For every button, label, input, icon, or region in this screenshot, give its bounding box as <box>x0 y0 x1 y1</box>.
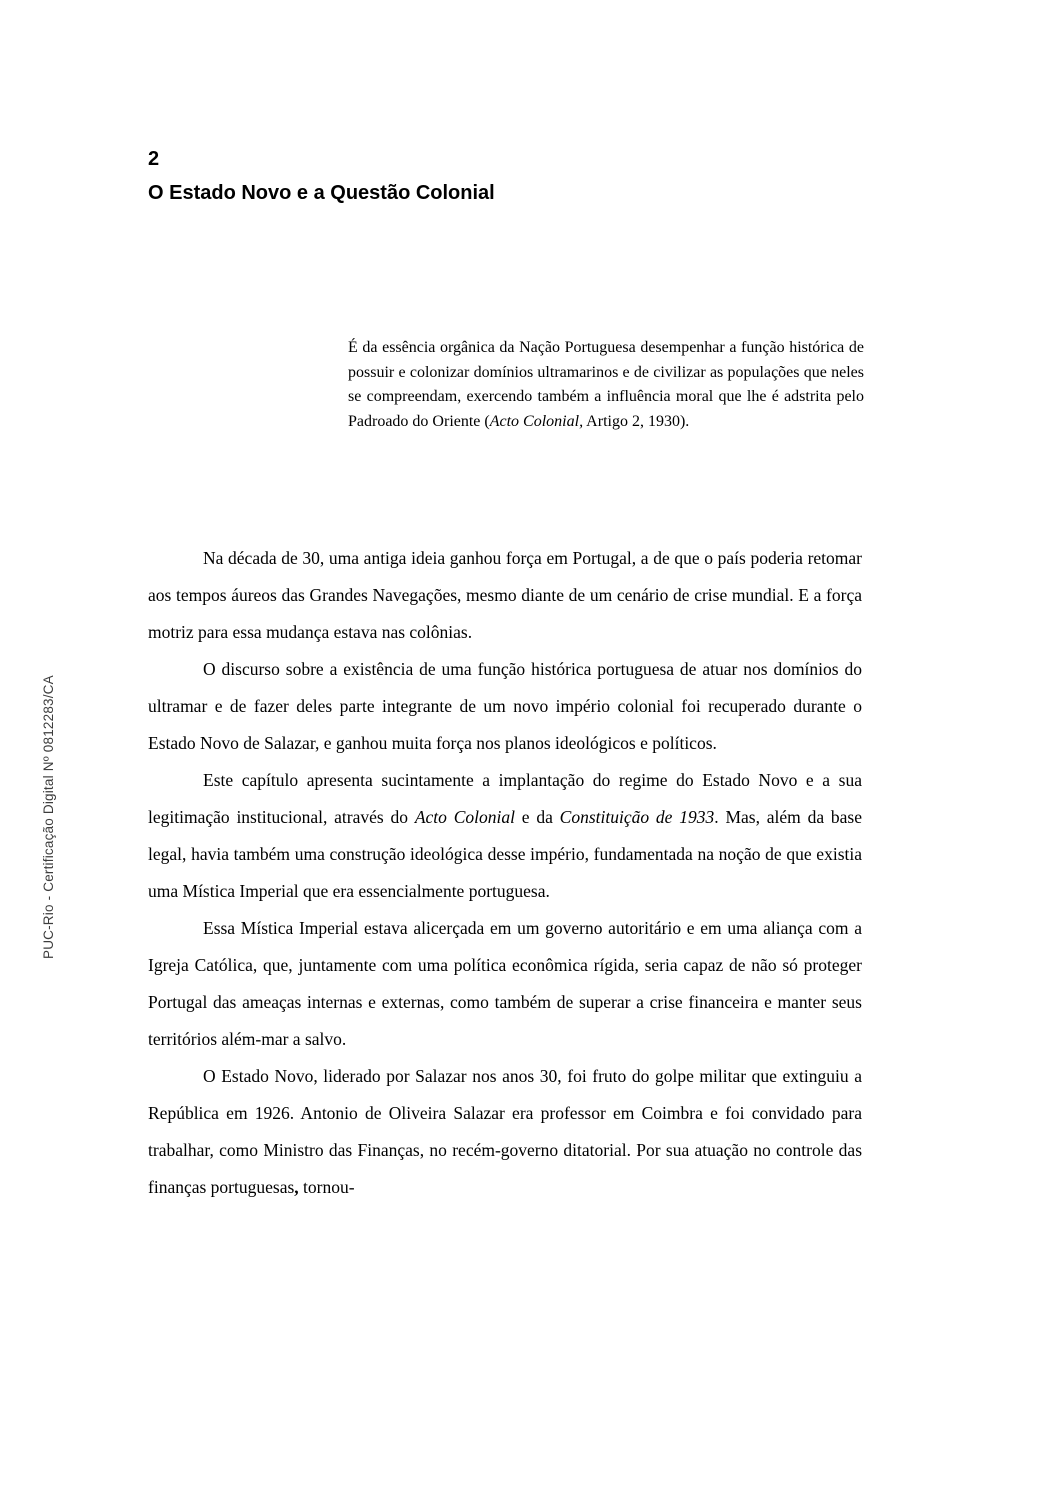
epigraph-quote <box>348 336 864 434</box>
certification-watermark: PUC-Rio - Certificação Digital Nº 0812283/CA <box>41 675 56 959</box>
body-paragraph <box>148 1058 862 1206</box>
body-paragraph <box>148 762 862 910</box>
italic-text-run: Acto Colonial, <box>489 412 584 430</box>
text-run: O discurso sobre a existência de uma função histórica portuguesa de atuar nos domínios do ultramar e de fazer deles parte integrante de um novo império colonial foi recuperado durante o Estado Novo de Salazar, e ganhou muita força nos planos ideológicos e políticos. <box>148 659 862 753</box>
text-run: Artigo 2, 1930). <box>583 412 690 430</box>
chapter-heading <box>148 142 495 210</box>
text-run: O Estado Novo, liderado por Salazar nos anos 30, foi fruto do golpe militar que extinguiu a República em 1926. Antonio de Oliveira Salazar era professor em Coimbra e foi convidado para trabalhar, como Ministro das Finanças, no recém-governo ditatorial. Por sua atuação no controle das finanças portuguesas <box>148 1066 862 1197</box>
text-run: Este capítulo apresenta sucintamente a implantação do regime do Estado Novo e a sua legitimação institucional, através do <box>148 770 862 827</box>
body-paragraph <box>148 910 862 1058</box>
text-run: É da essência orgânica da Nação Portuguesa desempenhar a função histórica de possuir e colonizar domínios ultramarinos e de civilizar as populações que neles se compreendam, exercendo também a influência moral que lhe é adstrita pelo Padroado do Oriente ( <box>348 339 864 430</box>
italic-text-run: Acto Colonial <box>414 807 515 827</box>
italic-text-run: Constituição de 1933 <box>559 807 715 827</box>
text-run: e da <box>514 807 560 827</box>
text-run: . Mas, além da base legal, havia também uma construção ideológica desse império, fundamentada na noção de que existia uma Mística Imperial que era essencialmente portuguesa. <box>148 807 863 901</box>
text-run: Essa Mística Imperial estava alicerçada em um governo autoritário e em uma aliança com a Igreja Católica, que, juntamente com uma política econômica rígida, seria capaz de não só proteger Portugal das ameaças internas e externas, como também de superar a crise financeira e manter seus territórios além-mar a salvo. <box>148 918 862 1049</box>
chapter-number: 2 <box>148 148 160 170</box>
chapter-title: O Estado Novo e a Questão Colonial <box>148 182 495 204</box>
body-paragraph <box>148 540 862 651</box>
text-run: tornou- <box>298 1177 355 1197</box>
bold-text-run: , <box>294 1177 299 1197</box>
body-paragraph <box>148 651 862 762</box>
text-run: Na década de 30, uma antiga ideia ganhou força em Portugal, a de que o país poderia retomar aos tempos áureos das Grandes Navegações, mesmo diante de um cenário de crise mundial. E a força motriz para essa mudança estava nas colônias. <box>148 548 862 642</box>
body-text <box>148 540 862 1206</box>
